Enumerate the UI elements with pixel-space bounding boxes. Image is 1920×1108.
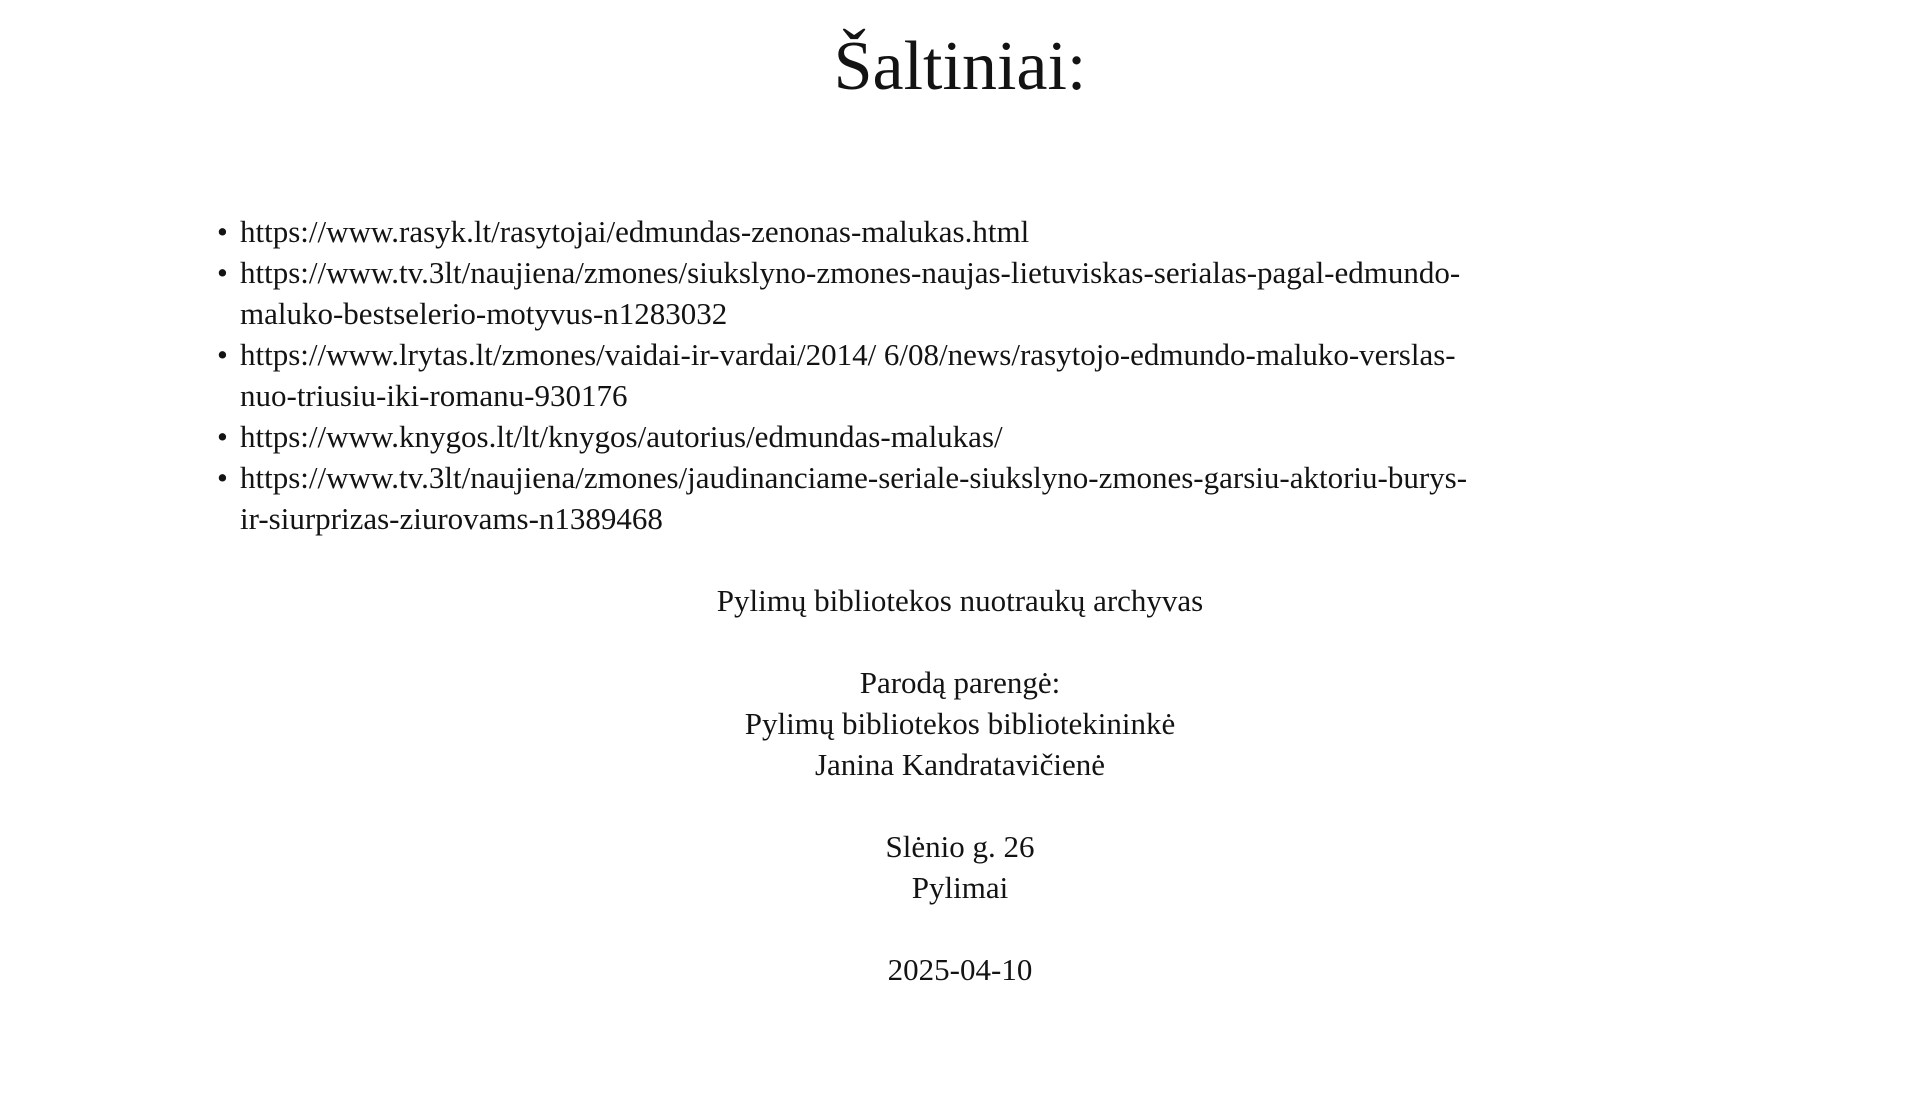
source-url: • https://www.tv.3lt/naujiena/zmones/siukslyno-zmones-naujas-lietuviskas-serialas-pagal-edmundo-maluko-bestselerio-motyvus-n1283032 — [240, 252, 1485, 334]
source-url: • https://www.tv.3lt/naujiena/zmones/jaudinanciame-seriale-siukslyno-zmones-garsiu-aktoriu-burys-ir-siurprizas-ziurovams-n1389468 — [240, 457, 1485, 539]
address-city: Pylimai — [911, 870, 1009, 905]
source-url: • https://www.knygos.lt/lt/knygos/autorius/edmundas-malukas/ — [240, 416, 1485, 457]
date-block — [0, 949, 1920, 990]
prepared-by-organization: Pylimų bibliotekos bibliotekininkė — [744, 706, 1176, 741]
address-block — [0, 826, 1920, 908]
address-street: Slėnio g. 26 — [885, 829, 1035, 864]
sources-slide — [0, 28, 1920, 1108]
prepared-by-heading: Parodą parengė: — [859, 665, 1061, 700]
source-url: • https://www.lrytas.lt/zmones/vaidai-ir-vardai/2014/ 6/08/news/rasytojo-edmundo-maluko-verslas-nuo-triusiu-iki-romanu-930176 — [240, 334, 1485, 416]
slide-title: Šaltiniai: — [833, 28, 1087, 105]
archive-note-text: Pylimų bibliotekos nuotraukų archyvas — [716, 583, 1204, 618]
source-url: • https://www.rasyk.lt/rasytojai/edmundas-zenonas-malukas.html — [240, 211, 1485, 252]
sources-list — [0, 211, 1485, 539]
prepared-by-name: Janina Kandratavičienė — [814, 747, 1106, 782]
archive-note — [0, 580, 1920, 621]
date-text: 2025-04-10 — [887, 952, 1033, 987]
prepared-by-block — [0, 662, 1920, 785]
